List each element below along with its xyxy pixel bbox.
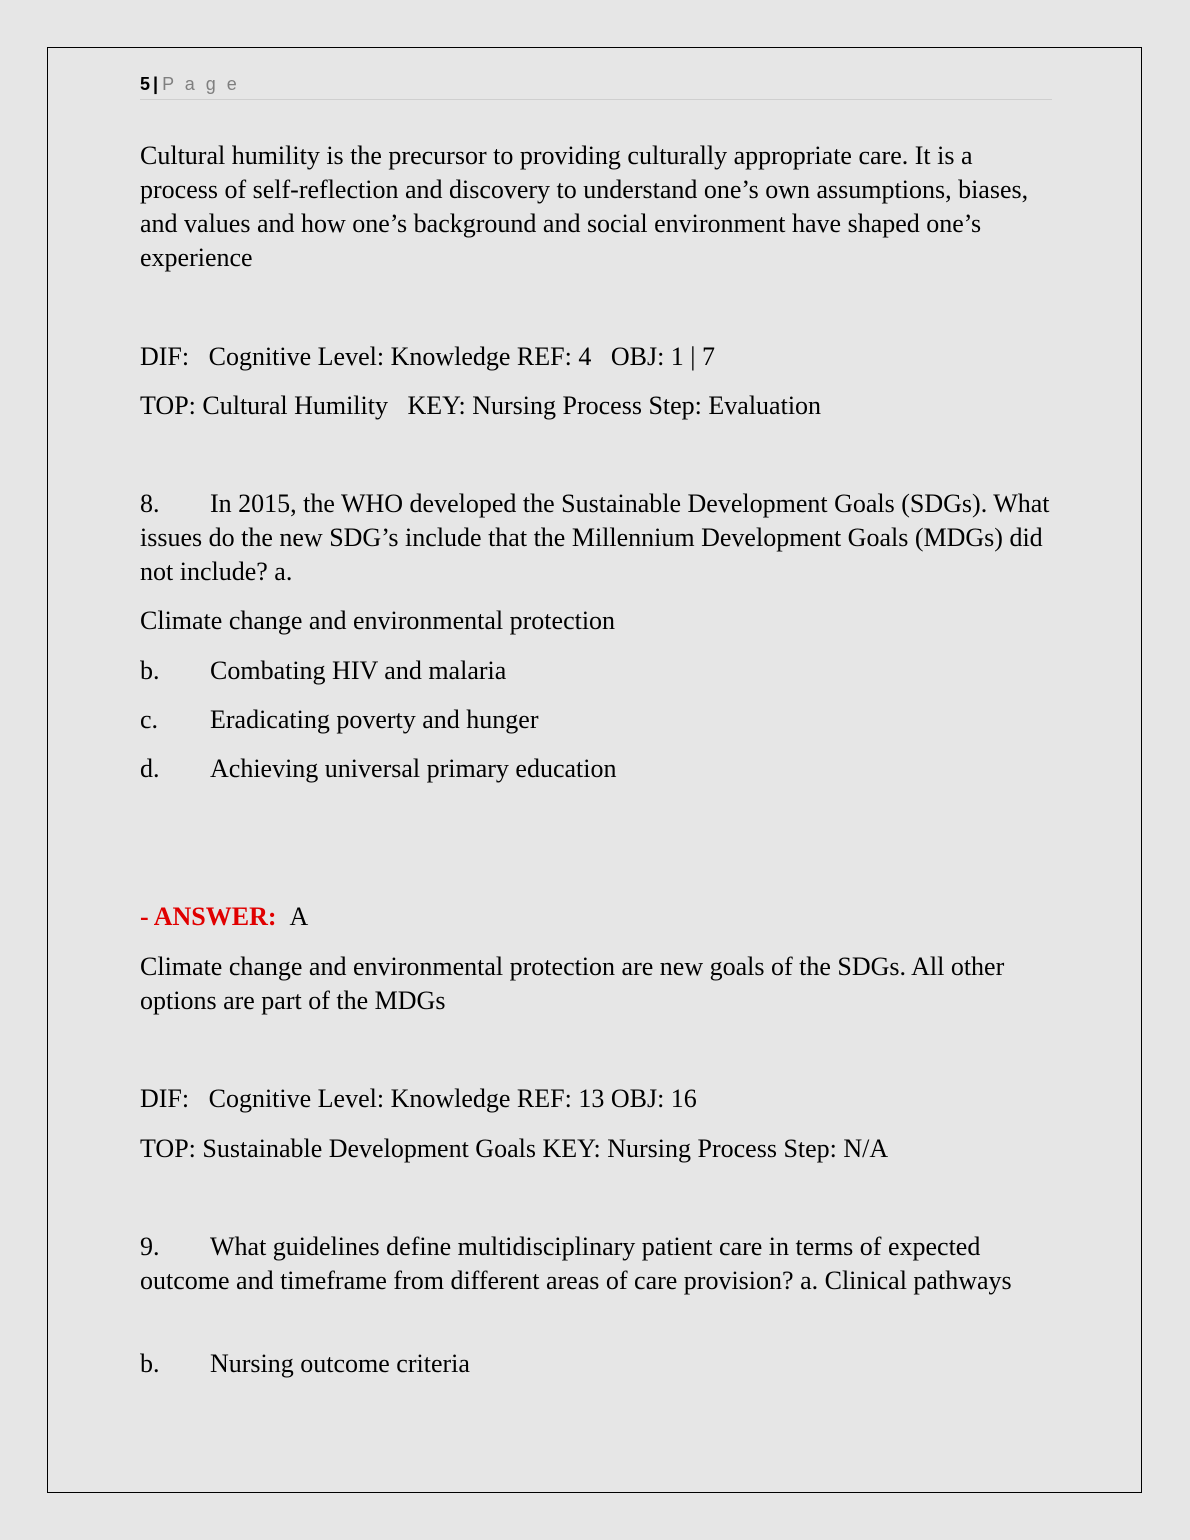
question-text: What guidelines define multidisciplinary patient care in terms of expected outcome and timeframe from different areas of care provision? a. Clinical pathways [140,1232,1012,1295]
option-letter: c. [140,705,159,734]
option-b [140,654,1052,688]
option-letter: d. [140,754,160,783]
page-number: 5 [140,74,151,94]
answer-value: A [289,902,309,931]
rationale-text: Cultural humility is the precursor to providing culturally appropriate care. It is a process of self-reflection and discovery to understand one’s own assumptions, biases, and values and how one’s background and social environment have shaped one’s experience [140,141,1029,272]
option-letter: b. [140,1349,160,1378]
option-d [140,752,1052,786]
question-stem [140,1230,1052,1298]
option-text: Achieving universal primary education [210,754,617,783]
option-text: Combating HIV and malaria [210,656,507,685]
option-letter: b. [140,656,160,685]
option-c [140,703,1052,737]
answer-label: - ANSWER: [140,902,277,931]
option-text: Nursing outcome criteria [210,1349,470,1378]
metadata-dif: DIF: Cognitive Level: Knowledge REF: 13 OBJ: 16 [140,1084,697,1113]
metadata-top: TOP: Cultural Humility KEY: Nursing Process Step: Evaluation [140,391,822,420]
option-a: Climate change and environmental protection [140,606,616,635]
question-text: In 2015, the WHO developed the Sustainable Development Goals (SDGs). What issues do the new SDG’s include that the Millennium Development Goals (MDGs) did not include? a. [140,489,1050,586]
page-label: P a g e [162,74,240,94]
option-b [140,1347,1052,1381]
answer-line [140,900,1052,934]
page-header [140,71,1052,100]
question-number: 8. [140,489,160,518]
header-separator: | [153,74,159,94]
question-stem [140,487,1052,589]
metadata-top: TOP: Sustainable Development Goals KEY: Nursing Process Step: N/A [140,1134,889,1163]
option-text: Eradicating poverty and hunger [210,705,539,734]
metadata-dif: DIF: Cognitive Level: Knowledge REF: 4 OBJ: 1 | 7 [140,342,716,371]
answer-rationale: Climate change and environmental protection are new goals of the SDGs. All other options are part of the MDGs [140,952,1005,1015]
question-number: 9. [140,1232,160,1261]
